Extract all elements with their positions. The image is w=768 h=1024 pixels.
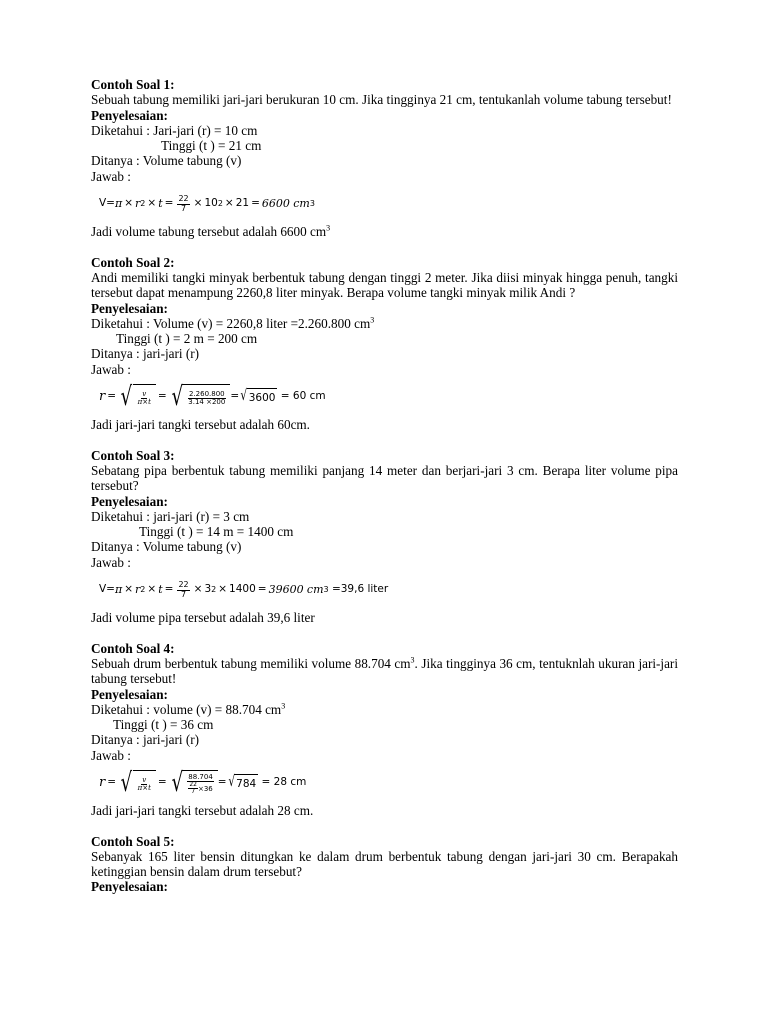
formula-r: r	[135, 583, 141, 597]
inner-fraction	[188, 782, 198, 796]
fraction-denominator: π×t	[137, 398, 151, 407]
example-3-question: Sebatang pipa berbentuk tabung memiliki panjang 14 meter dan berjari-jari 3 cm. Berapa liter volume pipa tersebut?	[91, 462, 678, 494]
fraction-numerator: 2.260.800	[188, 389, 225, 398]
fraction-denominator: 7	[180, 589, 187, 599]
example-3-solution-label: Penyelesaian:	[91, 493, 168, 509]
conclusion-text: Jadi volume tabung tersebut adalah 6600 cm	[91, 224, 327, 240]
fraction-numerator: v	[142, 775, 147, 784]
example-3-answer-label: Jawab :	[91, 554, 131, 570]
example-1-title: Contoh Soal 1:	[91, 77, 175, 92]
example-3-title: Contoh Soal 3:	[91, 447, 175, 463]
example-4-solution-label: Penyelesaian:	[91, 686, 168, 702]
example-4	[91, 641, 678, 819]
formula-result: 39600	[268, 583, 304, 597]
formula-base: 3	[204, 583, 212, 596]
example-4-given-volume	[91, 702, 678, 717]
unit-exp: 3	[370, 315, 375, 325]
example-2-given-height: Tinggi (t ) = 2 m = 200 cm	[116, 331, 258, 347]
formula-r: r	[99, 775, 106, 791]
question-text-b: . Jika tingginya 36 cm, tentuknlah ukuran jari-jari tabung tersebut!	[91, 655, 678, 687]
formula-root-3: √ 3600	[239, 388, 277, 406]
example-2-given-volume	[91, 316, 678, 331]
root-value: 3600	[247, 388, 278, 406]
example-2-title: Contoh Soal 2:	[91, 254, 175, 270]
formula-result: = 60 cm	[280, 390, 326, 403]
formula-height: 21	[235, 197, 250, 210]
formula-root-3: √ 784	[227, 774, 259, 792]
unit-exp: 3	[326, 223, 331, 233]
formula-v: V=	[99, 197, 115, 210]
given-volume-text: Diketahui : volume (v) = 88.704 cm	[91, 701, 282, 717]
fraction-numerator: 22	[178, 580, 189, 590]
example-4-answer-label: Jawab :	[91, 747, 131, 763]
example-4-asked: Ditanya : jari-jari (r)	[91, 732, 200, 748]
example-3	[91, 448, 678, 626]
example-5-title: Contoh Soal 5:	[91, 833, 175, 849]
formula-pi: π	[114, 583, 123, 597]
example-3-formula: V= π × r 2 × t = $\frac{22}{7}$ × 3 2 × 1400 = 39600 cm 3 =39,6 liter	[99, 580, 389, 599]
example-1-given-height: Tinggi (t ) = 21 cm	[161, 138, 262, 154]
example-1-formula: V= π × r 2 × t = $\frac{22}{7}$ × 10 2 × 21 = 6600 cm 3	[99, 194, 315, 213]
formula-r: r	[99, 389, 106, 405]
given-volume-text: Diketahui : Volume (v) = 2260,8 liter =2.260.800 cm	[91, 315, 371, 331]
formula-t: t	[158, 583, 163, 597]
fraction-denominator: 7	[180, 203, 187, 213]
example-3-given-radius: Diketahui : jari-jari (r) = 3 cm	[91, 508, 250, 524]
example-2-solution-label: Penyelesaian:	[91, 300, 168, 316]
example-3-asked: Ditanya : Volume tabung (v)	[91, 539, 242, 555]
formula-fraction	[137, 777, 152, 793]
example-4-title: Contoh Soal 4:	[91, 640, 175, 656]
example-2-question: Andi memiliki tangki minyak berbentuk tabung dengan tinggi 2 meter. Jika diisi minyak hingga penuh, tangki tersebut dapat menampung 2260,8 liter minyak. Berapa volume tangki minyak milik Andi ?	[91, 269, 678, 301]
formula-root-1: √ $\frac{v}{\pi\times t}$	[118, 770, 156, 796]
example-2-answer-label: Jawab :	[91, 361, 131, 377]
denominator-tail: ×36	[197, 784, 213, 793]
formula-root-2: √ 88.704 $\frac{22}{7}$ ×36	[169, 770, 218, 796]
example-1	[91, 77, 678, 239]
inner-numerator: 22	[189, 780, 197, 788]
formula-fraction	[187, 391, 226, 407]
fraction-numerator: 22	[178, 194, 189, 204]
example-3-conclusion: Jadi volume pipa tersebut adalah 39,6 liter	[91, 610, 315, 626]
example-5-solution-label: Penyelesaian:	[91, 879, 168, 895]
fraction-denominator: π×t	[137, 783, 151, 792]
example-1-asked: Ditanya : Volume tabung (v)	[91, 153, 242, 169]
formula-fraction	[177, 195, 189, 213]
example-1-answer-label: Jawab :	[91, 168, 131, 184]
formula-unit: cm	[306, 583, 324, 597]
example-2-formula: r = √ $\frac{v}{\pi\times t}$ = √ $\frac{2.260.800}{3.14 \times 200}$ = √ 3600 = 60 cm	[99, 382, 326, 413]
example-2-conclusion: Jadi jari-jari tangki tersebut adalah 60cm.	[91, 417, 310, 433]
formula-r: r	[135, 197, 141, 211]
fraction-denominator	[187, 782, 213, 796]
example-3-given-height: Tinggi (t ) = 14 m = 1400 cm	[139, 524, 294, 540]
example-5-question: Sebanyak 165 liter bensin ditungkan ke dalam drum berbentuk tabung dengan jari-jari 30 cm. Berapakah ketinggian bensin dalam drum tersebut?	[91, 848, 678, 880]
document	[91, 77, 678, 910]
example-4-question	[91, 656, 678, 687]
formula-result: 6600	[261, 197, 290, 211]
example-5	[91, 834, 678, 895]
formula-root-2: √ $\frac{2.260.800}{3.14 \times 200}$	[169, 384, 231, 410]
example-2-asked: Ditanya : jari-jari (r)	[91, 346, 200, 362]
formula-fraction	[177, 581, 189, 599]
example-1-given-radius: Diketahui : Jari-jari (r) = 10 cm	[91, 122, 258, 138]
example-1-solution-label: Penyelesaian:	[91, 107, 168, 123]
fraction-numerator: 88.704	[188, 772, 213, 781]
question-text-a: Sebuah drum berbentuk tabung memiliki volume 88.704 cm	[91, 655, 411, 671]
fraction-numerator: v	[142, 389, 147, 398]
formula-unit: cm	[293, 197, 310, 211]
formula-t: t	[158, 197, 163, 211]
example-1-conclusion	[91, 224, 678, 239]
formula-fraction	[187, 774, 214, 796]
unit-exp: 3	[410, 655, 415, 665]
example-1-question: Sebuah tabung memiliki jari-jari berukuran 10 cm. Jika tingginya 21 cm, tentukanlah volume tabung tersebut!	[91, 92, 672, 108]
formula-result: = 28 cm	[261, 776, 307, 789]
formula-base: 10	[204, 197, 218, 210]
root-value: 784	[234, 774, 258, 792]
formula-fraction	[137, 391, 152, 407]
example-2	[91, 255, 678, 433]
formula-liter: =39,6 liter	[331, 583, 389, 596]
formula-height: 1400	[229, 583, 256, 596]
fraction-denominator: 3.14 ×200	[188, 398, 226, 407]
formula-pi: π	[114, 197, 123, 211]
example-4-conclusion: Jadi jari-jari tangki tersebut adalah 28 cm.	[91, 802, 314, 818]
example-4-given-height: Tinggi (t ) = 36 cm	[113, 717, 214, 733]
formula-v: V=	[99, 583, 115, 596]
inner-denominator: 7	[191, 788, 196, 796]
formula-root-1: √ $\frac{v}{\pi\times t}$	[118, 384, 156, 410]
example-4-formula: r = √ $\frac{v}{\pi\times t}$ = √ 88.704 $\frac{22}{7}$ ×36 = √ 784 = 28 cm	[99, 767, 307, 798]
unit-exp: 3	[281, 701, 286, 711]
